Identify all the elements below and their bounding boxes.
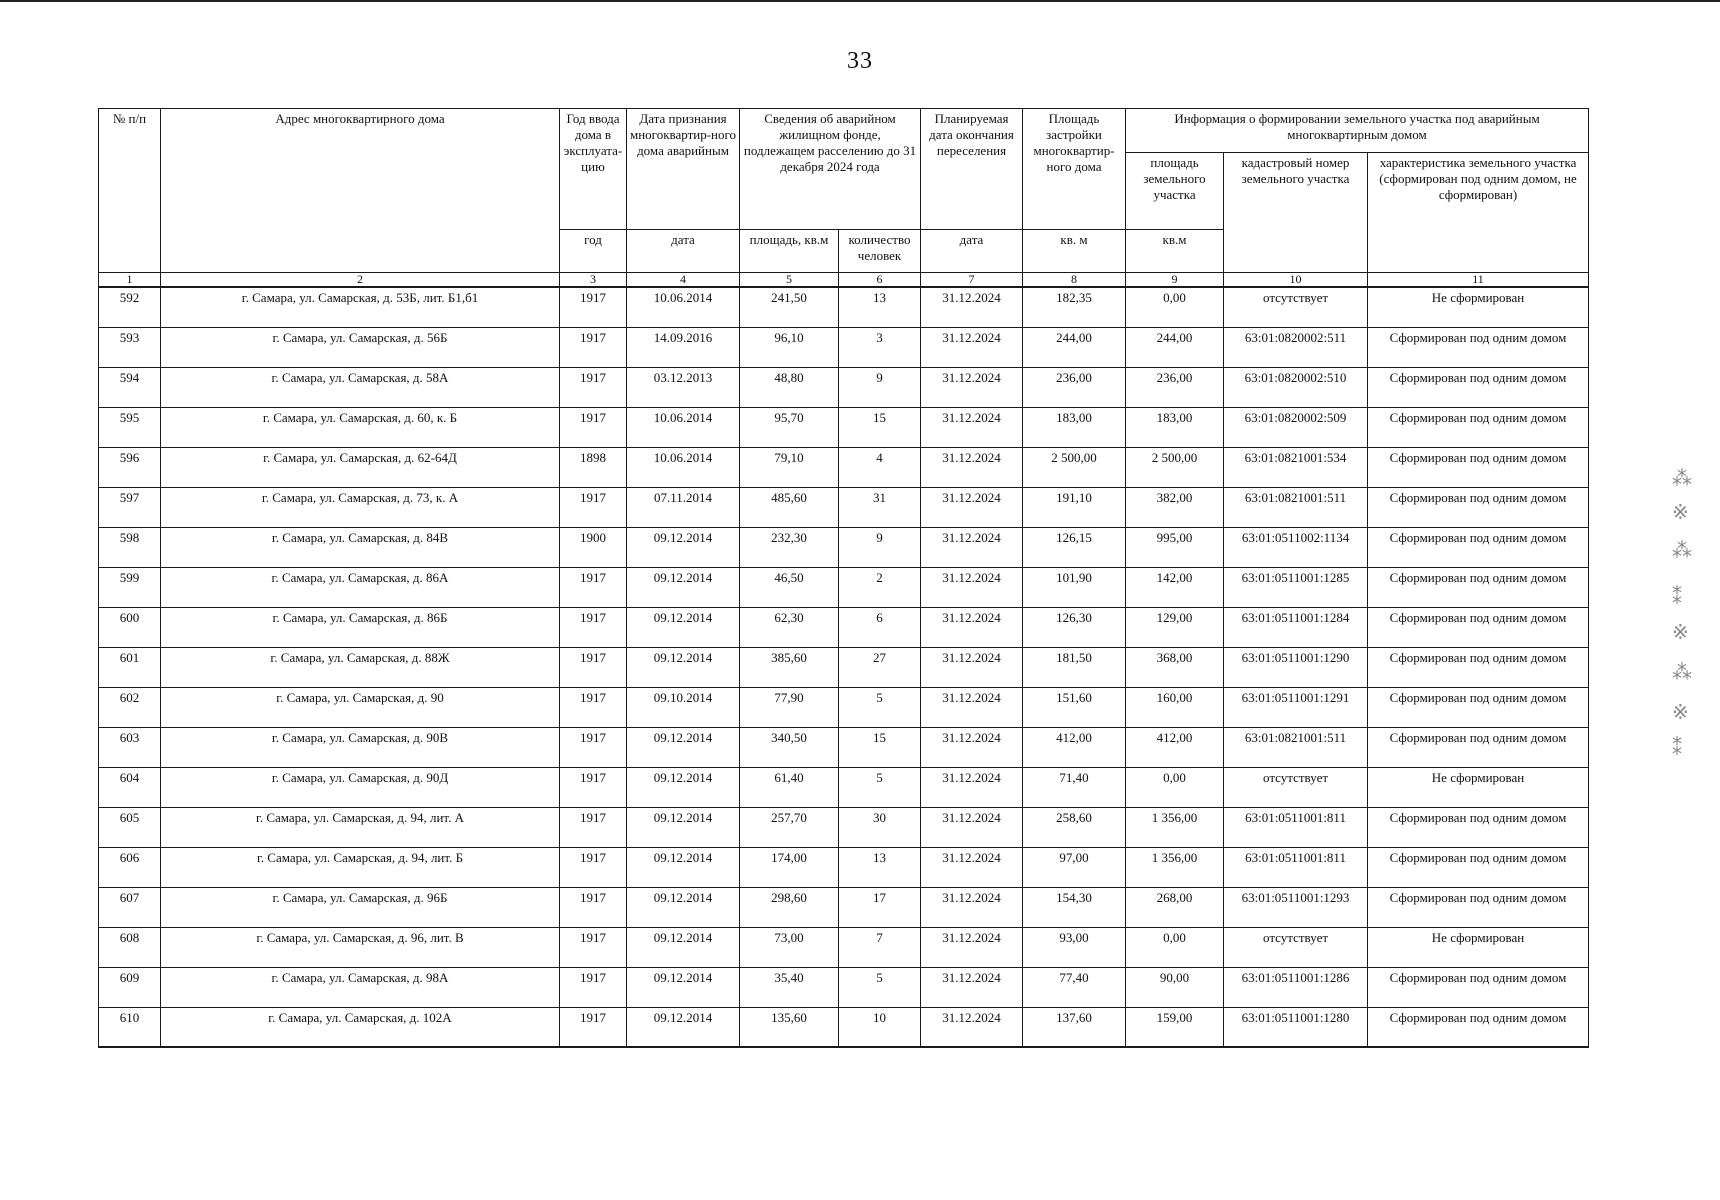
row-recognition-date: 10.06.2014	[627, 287, 740, 327]
row-building-area: 101,90	[1023, 567, 1126, 607]
table-row	[99, 847, 1589, 887]
row-recognition-date: 09.10.2014	[627, 687, 740, 727]
row-year: 1917	[560, 767, 627, 807]
row-year: 1917	[560, 327, 627, 367]
row-people-count: 5	[839, 767, 921, 807]
row-building-area: 151,60	[1023, 687, 1126, 727]
row-address: г. Самара, ул. Самарская, д. 84В	[161, 527, 560, 567]
column-number: 4	[627, 273, 740, 288]
table-row	[99, 967, 1589, 1007]
row-address: г. Самара, ул. Самарская, д. 98А	[161, 967, 560, 1007]
margin-stamp-mark: ※	[1672, 620, 1687, 644]
row-land-area: 995,00	[1126, 527, 1224, 567]
row-number: 597	[99, 487, 161, 527]
row-land-status: Сформирован под одним домом	[1368, 607, 1589, 647]
row-area: 95,70	[740, 407, 839, 447]
row-building-area: 236,00	[1023, 367, 1126, 407]
row-number: 605	[99, 807, 161, 847]
row-number: 593	[99, 327, 161, 367]
row-land-area: 0,00	[1126, 767, 1224, 807]
row-recognition-date: 10.06.2014	[627, 407, 740, 447]
margin-stamp-mark: ⁑	[1672, 736, 1680, 760]
row-year: 1917	[560, 407, 627, 447]
row-area: 135,60	[740, 1007, 839, 1047]
row-recognition-date: 07.11.2014	[627, 487, 740, 527]
row-building-area: 77,40	[1023, 967, 1126, 1007]
margin-stamp-mark: ⁂	[1672, 660, 1690, 684]
row-land-area: 129,00	[1126, 607, 1224, 647]
row-people-count: 4	[839, 447, 921, 487]
row-land-area: 159,00	[1126, 1007, 1224, 1047]
emergency-housing-table	[98, 108, 1589, 1048]
row-land-area: 236,00	[1126, 367, 1224, 407]
row-area: 232,30	[740, 527, 839, 567]
row-people-count: 15	[839, 727, 921, 767]
row-building-area: 182,35	[1023, 287, 1126, 327]
unit-sqm-land: кв.м	[1126, 230, 1224, 273]
table-row	[99, 727, 1589, 767]
row-land-status: Сформирован под одним домом	[1368, 447, 1589, 487]
row-land-status: Сформирован под одним домом	[1368, 567, 1589, 607]
row-cadastral-number: 63:01:0821001:511	[1224, 727, 1368, 767]
row-area: 77,90	[740, 687, 839, 727]
row-year: 1917	[560, 807, 627, 847]
row-recognition-date: 09.12.2014	[627, 567, 740, 607]
row-year: 1917	[560, 1007, 627, 1047]
row-building-area: 191,10	[1023, 487, 1126, 527]
row-address: г. Самара, ул. Самарская, д. 94, лит. Б	[161, 847, 560, 887]
row-people-count: 5	[839, 967, 921, 1007]
column-number: 10	[1224, 273, 1368, 288]
row-building-area: 93,00	[1023, 927, 1126, 967]
column-number: 2	[161, 273, 560, 288]
row-year: 1917	[560, 727, 627, 767]
row-year: 1917	[560, 487, 627, 527]
row-cadastral-number: 63:01:0511001:1293	[1224, 887, 1368, 927]
row-recognition-date: 09.12.2014	[627, 847, 740, 887]
row-number: 601	[99, 647, 161, 687]
row-number: 596	[99, 447, 161, 487]
column-number: 3	[560, 273, 627, 288]
column-number-row	[99, 273, 1589, 288]
row-cadastral-number: 63:01:0511001:1284	[1224, 607, 1368, 647]
row-cadastral-number: 63:01:0511002:1134	[1224, 527, 1368, 567]
row-land-status: Сформирован под одним домом	[1368, 407, 1589, 447]
row-year: 1917	[560, 287, 627, 327]
row-year: 1917	[560, 887, 627, 927]
unit-area: площадь, кв.м	[740, 230, 839, 273]
row-land-area: 183,00	[1126, 407, 1224, 447]
row-planned-date: 31.12.2024	[921, 887, 1023, 927]
row-land-status: Сформирован под одним домом	[1368, 327, 1589, 367]
row-building-area: 258,60	[1023, 807, 1126, 847]
row-land-status: Сформирован под одним домом	[1368, 647, 1589, 687]
table-row	[99, 447, 1589, 487]
margin-stamp-mark: ⁂	[1672, 466, 1690, 490]
row-number: 604	[99, 767, 161, 807]
row-planned-date: 31.12.2024	[921, 367, 1023, 407]
row-people-count: 13	[839, 847, 921, 887]
row-cadastral-number: 63:01:0820002:509	[1224, 407, 1368, 447]
table-row	[99, 287, 1589, 327]
row-year: 1917	[560, 367, 627, 407]
header-land-area: площадь земельного участка	[1126, 153, 1224, 230]
row-area: 340,50	[740, 727, 839, 767]
row-address: г. Самара, ул. Самарская, д. 96, лит. В	[161, 927, 560, 967]
row-year: 1917	[560, 567, 627, 607]
table-row	[99, 567, 1589, 607]
row-recognition-date: 03.12.2013	[627, 367, 740, 407]
row-land-status: Сформирован под одним домом	[1368, 527, 1589, 567]
row-area: 298,60	[740, 887, 839, 927]
unit-people: количество человек	[839, 230, 921, 273]
row-number: 599	[99, 567, 161, 607]
row-address: г. Самара, ул. Самарская, д. 90В	[161, 727, 560, 767]
row-address: г. Самара, ул. Самарская, д. 96Б	[161, 887, 560, 927]
header-year: Год ввода дома в эксплуата-цию	[560, 109, 627, 230]
row-year: 1917	[560, 927, 627, 967]
row-number: 602	[99, 687, 161, 727]
row-land-status: Сформирован под одним домом	[1368, 687, 1589, 727]
row-cadastral-number: 63:01:0511001:1286	[1224, 967, 1368, 1007]
row-land-area: 90,00	[1126, 967, 1224, 1007]
table-row	[99, 887, 1589, 927]
row-people-count: 30	[839, 807, 921, 847]
table-row	[99, 767, 1589, 807]
row-land-area: 368,00	[1126, 647, 1224, 687]
row-land-area: 0,00	[1126, 287, 1224, 327]
row-cadastral-number: 63:01:0821001:534	[1224, 447, 1368, 487]
row-number: 592	[99, 287, 161, 327]
row-recognition-date: 09.12.2014	[627, 647, 740, 687]
row-building-area: 181,50	[1023, 647, 1126, 687]
row-people-count: 9	[839, 527, 921, 567]
row-planned-date: 31.12.2024	[921, 967, 1023, 1007]
row-land-status: Сформирован под одним домом	[1368, 1007, 1589, 1047]
table-body	[99, 287, 1589, 1047]
row-address: г. Самара, ул. Самарская, д. 62-64Д	[161, 447, 560, 487]
row-area: 48,80	[740, 367, 839, 407]
page-number: 33	[847, 48, 873, 74]
table-row	[99, 807, 1589, 847]
row-address: г. Самара, ул. Самарская, д. 86А	[161, 567, 560, 607]
row-land-area: 1 356,00	[1126, 807, 1224, 847]
table-row	[99, 367, 1589, 407]
row-recognition-date: 09.12.2014	[627, 607, 740, 647]
header-date-recognition: Дата признания многоквартир-ного дома аварийным	[627, 109, 740, 230]
margin-stamp-mark: ⁂	[1672, 538, 1690, 562]
row-number: 600	[99, 607, 161, 647]
row-land-area: 412,00	[1126, 727, 1224, 767]
row-planned-date: 31.12.2024	[921, 287, 1023, 327]
row-land-status: Сформирован под одним домом	[1368, 847, 1589, 887]
table-row	[99, 647, 1589, 687]
row-land-area: 244,00	[1126, 327, 1224, 367]
row-cadastral-number: отсутствует	[1224, 927, 1368, 967]
margin-stamp-mark: ※	[1672, 700, 1687, 724]
row-recognition-date: 09.12.2014	[627, 1007, 740, 1047]
row-people-count: 5	[839, 687, 921, 727]
row-land-area: 268,00	[1126, 887, 1224, 927]
row-year: 1917	[560, 647, 627, 687]
row-building-area: 137,60	[1023, 1007, 1126, 1047]
row-planned-date: 31.12.2024	[921, 407, 1023, 447]
row-building-area: 97,00	[1023, 847, 1126, 887]
row-land-status: Не сформирован	[1368, 927, 1589, 967]
row-land-status: Не сформирован	[1368, 767, 1589, 807]
row-recognition-date: 09.12.2014	[627, 807, 740, 847]
margin-stamp-mark: ※	[1672, 500, 1687, 524]
row-area: 61,40	[740, 767, 839, 807]
row-address: г. Самара, ул. Самарская, д. 53Б, лит. Б1,б1	[161, 287, 560, 327]
column-number: 6	[839, 273, 921, 288]
row-people-count: 2	[839, 567, 921, 607]
row-recognition-date: 09.12.2014	[627, 887, 740, 927]
row-planned-date: 31.12.2024	[921, 807, 1023, 847]
row-number: 595	[99, 407, 161, 447]
row-number: 594	[99, 367, 161, 407]
row-land-status: Сформирован под одним домом	[1368, 807, 1589, 847]
row-area: 79,10	[740, 447, 839, 487]
row-people-count: 31	[839, 487, 921, 527]
row-number: 608	[99, 927, 161, 967]
row-address: г. Самара, ул. Самарская, д. 58А	[161, 367, 560, 407]
row-address: г. Самара, ул. Самарская, д. 88Ж	[161, 647, 560, 687]
row-number: 606	[99, 847, 161, 887]
row-cadastral-number: 63:01:0511001:1285	[1224, 567, 1368, 607]
header-building-area: Площадь застройки многоквартир-ного дома	[1023, 109, 1126, 230]
row-area: 96,10	[740, 327, 839, 367]
row-area: 485,60	[740, 487, 839, 527]
header-cadastral: кадастровый номер земельного участка	[1224, 153, 1368, 273]
table-row	[99, 927, 1589, 967]
unit-date: дата	[627, 230, 740, 273]
row-number: 598	[99, 527, 161, 567]
row-recognition-date: 09.12.2014	[627, 967, 740, 1007]
row-land-area: 1 356,00	[1126, 847, 1224, 887]
row-recognition-date: 09.12.2014	[627, 767, 740, 807]
row-land-area: 2 500,00	[1126, 447, 1224, 487]
row-cadastral-number: 63:01:0820002:511	[1224, 327, 1368, 367]
table-row	[99, 527, 1589, 567]
row-year: 1917	[560, 687, 627, 727]
row-planned-date: 31.12.2024	[921, 647, 1023, 687]
row-land-status: Сформирован под одним домом	[1368, 727, 1589, 767]
row-planned-date: 31.12.2024	[921, 727, 1023, 767]
row-people-count: 15	[839, 407, 921, 447]
table-row	[99, 327, 1589, 367]
row-people-count: 3	[839, 327, 921, 367]
row-number: 609	[99, 967, 161, 1007]
row-address: г. Самара, ул. Самарская, д. 56Б	[161, 327, 560, 367]
row-people-count: 7	[839, 927, 921, 967]
row-building-area: 244,00	[1023, 327, 1126, 367]
row-building-area: 183,00	[1023, 407, 1126, 447]
table-row	[99, 607, 1589, 647]
row-building-area: 126,15	[1023, 527, 1126, 567]
row-planned-date: 31.12.2024	[921, 327, 1023, 367]
row-area: 241,50	[740, 287, 839, 327]
row-planned-date: 31.12.2024	[921, 487, 1023, 527]
row-people-count: 17	[839, 887, 921, 927]
row-address: г. Самара, ул. Самарская, д. 73, к. А	[161, 487, 560, 527]
row-recognition-date: 10.06.2014	[627, 447, 740, 487]
header-address: Адрес многоквартирного дома	[161, 109, 560, 273]
row-address: г. Самара, ул. Самарская, д. 60, к. Б	[161, 407, 560, 447]
row-cadastral-number: 63:01:0511001:1290	[1224, 647, 1368, 687]
row-planned-date: 31.12.2024	[921, 527, 1023, 567]
row-area: 257,70	[740, 807, 839, 847]
row-building-area: 2 500,00	[1023, 447, 1126, 487]
row-address: г. Самара, ул. Самарская, д. 90Д	[161, 767, 560, 807]
row-people-count: 6	[839, 607, 921, 647]
row-building-area: 126,30	[1023, 607, 1126, 647]
table-row	[99, 1007, 1589, 1047]
row-land-status: Сформирован под одним домом	[1368, 967, 1589, 1007]
row-area: 73,00	[740, 927, 839, 967]
row-address: г. Самара, ул. Самарская, д. 94, лит. А	[161, 807, 560, 847]
row-year: 1917	[560, 967, 627, 1007]
unit-sqm: кв. м	[1023, 230, 1126, 273]
header-num: № п/п	[99, 109, 161, 273]
header-fund-info: Сведения об аварийном жилищном фонде, подлежащем расселению до 31 декабря 2024 года	[740, 109, 921, 230]
row-people-count: 10	[839, 1007, 921, 1047]
row-planned-date: 31.12.2024	[921, 767, 1023, 807]
row-area: 385,60	[740, 647, 839, 687]
row-cadastral-number: 63:01:0511001:811	[1224, 847, 1368, 887]
row-land-area: 142,00	[1126, 567, 1224, 607]
row-planned-date: 31.12.2024	[921, 607, 1023, 647]
row-area: 174,00	[740, 847, 839, 887]
row-land-area: 0,00	[1126, 927, 1224, 967]
row-number: 607	[99, 887, 161, 927]
column-number: 1	[99, 273, 161, 288]
unit-date-planned: дата	[921, 230, 1023, 273]
row-number: 603	[99, 727, 161, 767]
row-cadastral-number: 63:01:0820002:510	[1224, 367, 1368, 407]
row-year: 1917	[560, 847, 627, 887]
top-border-line	[0, 0, 1720, 2]
row-land-status: Сформирован под одним домом	[1368, 367, 1589, 407]
header-land-info: Информация о формировании земельного участка под аварийным многоквартирным домом	[1126, 109, 1589, 153]
row-planned-date: 31.12.2024	[921, 447, 1023, 487]
row-planned-date: 31.12.2024	[921, 687, 1023, 727]
row-area: 62,30	[740, 607, 839, 647]
row-cadastral-number: 63:01:0511001:1280	[1224, 1007, 1368, 1047]
row-address: г. Самара, ул. Самарская, д. 90	[161, 687, 560, 727]
row-land-status: Сформирован под одним домом	[1368, 487, 1589, 527]
row-address: г. Самара, ул. Самарская, д. 86Б	[161, 607, 560, 647]
row-building-area: 154,30	[1023, 887, 1126, 927]
unit-year: год	[560, 230, 627, 273]
column-number: 7	[921, 273, 1023, 288]
row-recognition-date: 14.09.2016	[627, 327, 740, 367]
column-number: 8	[1023, 273, 1126, 288]
row-building-area: 412,00	[1023, 727, 1126, 767]
header-planned-date: Планируемая дата окончания переселения	[921, 109, 1023, 230]
row-people-count: 9	[839, 367, 921, 407]
row-planned-date: 31.12.2024	[921, 927, 1023, 967]
row-recognition-date: 09.12.2014	[627, 927, 740, 967]
row-people-count: 27	[839, 647, 921, 687]
row-planned-date: 31.12.2024	[921, 847, 1023, 887]
row-planned-date: 31.12.2024	[921, 1007, 1023, 1047]
row-area: 46,50	[740, 567, 839, 607]
row-building-area: 71,40	[1023, 767, 1126, 807]
column-number: 9	[1126, 273, 1224, 288]
row-cadastral-number: 63:01:0511001:1291	[1224, 687, 1368, 727]
row-year: 1917	[560, 607, 627, 647]
row-people-count: 13	[839, 287, 921, 327]
row-cadastral-number: отсутствует	[1224, 767, 1368, 807]
row-cadastral-number: отсутствует	[1224, 287, 1368, 327]
header-land-char: характеристика земельного участка (сформирован под одним домом, не сформирован)	[1368, 153, 1589, 273]
row-recognition-date: 09.12.2014	[627, 527, 740, 567]
row-planned-date: 31.12.2024	[921, 567, 1023, 607]
table-row	[99, 407, 1589, 447]
margin-stamp-mark: ⁑	[1672, 585, 1680, 609]
row-address: г. Самара, ул. Самарская, д. 102А	[161, 1007, 560, 1047]
table-row	[99, 687, 1589, 727]
column-number: 5	[740, 273, 839, 288]
table-row	[99, 487, 1589, 527]
row-land-area: 382,00	[1126, 487, 1224, 527]
row-recognition-date: 09.12.2014	[627, 727, 740, 767]
row-cadastral-number: 63:01:0511001:811	[1224, 807, 1368, 847]
row-cadastral-number: 63:01:0821001:511	[1224, 487, 1368, 527]
row-year: 1898	[560, 447, 627, 487]
row-year: 1900	[560, 527, 627, 567]
row-land-status: Сформирован под одним домом	[1368, 887, 1589, 927]
row-number: 610	[99, 1007, 161, 1047]
row-land-status: Не сформирован	[1368, 287, 1589, 327]
column-number: 11	[1368, 273, 1589, 288]
row-land-area: 160,00	[1126, 687, 1224, 727]
row-area: 35,40	[740, 967, 839, 1007]
